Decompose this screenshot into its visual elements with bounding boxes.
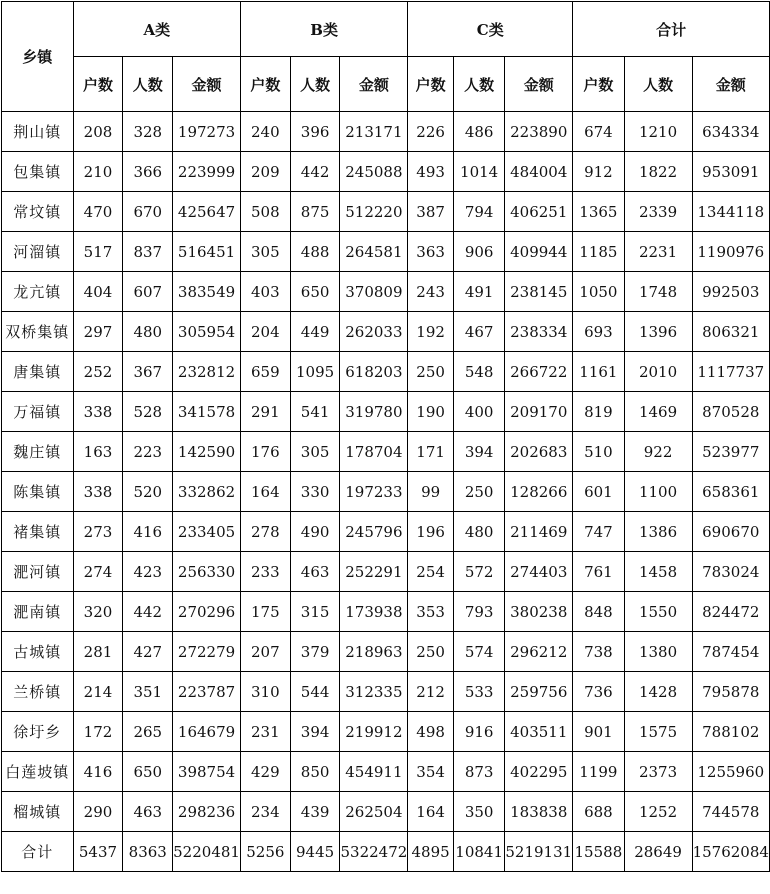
table-row [2,472,770,512]
table-cell: 439 [290,792,340,832]
table-cell: 332862 [173,472,241,512]
table-row [2,712,770,752]
table-row [2,192,770,232]
table-cell: 1458 [624,552,692,592]
table-cell: 305 [240,232,290,272]
group-header-a: A类 [73,2,240,57]
table-cell: 164679 [173,712,241,752]
table-cell: 4895 [408,832,454,872]
table-cell: 480 [123,312,173,352]
table-cell: 213171 [340,112,408,152]
town-name: 徐圩乡 [2,712,74,752]
subheader-amount: 金额 [173,57,241,112]
table-cell: 787454 [692,632,769,672]
table-cell: 320 [73,592,123,632]
table-cell: 1095 [290,352,340,392]
table-cell: 650 [123,752,173,792]
table-cell: 250 [408,632,454,672]
table-cell: 403511 [505,712,573,752]
table-cell: 1386 [624,512,692,552]
table-cell: 354 [408,752,454,792]
town-name: 魏庄镇 [2,432,74,472]
table-cell: 427 [123,632,173,672]
table-cell: 172 [73,712,123,752]
subheader-households: 户数 [240,57,290,112]
table-cell: 517 [73,232,123,272]
table-row [2,752,770,792]
table-cell: 259756 [505,672,573,712]
table-cell: 281 [73,632,123,672]
town-name: 淝南镇 [2,592,74,632]
table-cell: 379 [290,632,340,672]
table-cell: 1199 [573,752,624,792]
table-cell: 480 [453,512,504,552]
table-cell: 270296 [173,592,241,632]
table-cell: 262033 [340,312,408,352]
table-cell: 163 [73,432,123,472]
table-cell: 490 [290,512,340,552]
table-cell: 670 [123,192,173,232]
table-cell: 245796 [340,512,408,552]
table-cell: 416 [123,512,173,552]
table-cell: 350 [453,792,504,832]
table-cell: 223787 [173,672,241,712]
table-cell: 1252 [624,792,692,832]
town-name: 淝河镇 [2,552,74,592]
table-cell: 264581 [340,232,408,272]
subheader-amount: 金额 [692,57,769,112]
table-cell: 744578 [692,792,769,832]
table-cell: 171 [408,432,454,472]
table-cell: 274 [73,552,123,592]
table-cell: 2339 [624,192,692,232]
table-cell: 738 [573,632,624,672]
total-row [2,832,770,872]
table-cell: 265 [123,712,173,752]
table-cell: 398754 [173,752,241,792]
table-cell: 425647 [173,192,241,232]
table-cell: 510 [573,432,624,472]
town-name: 龙亢镇 [2,272,74,312]
table-cell: 992503 [692,272,769,312]
table-cell: 296212 [505,632,573,672]
table-cell: 310 [240,672,290,712]
table-cell: 383549 [173,272,241,312]
table-cell: 238145 [505,272,573,312]
table-cell: 470 [73,192,123,232]
table-cell: 5219131 [505,832,573,872]
table-cell: 467 [453,312,504,352]
table-cell: 850 [290,752,340,792]
table-cell: 1822 [624,152,692,192]
table-cell: 449 [290,312,340,352]
table-cell: 429 [240,752,290,792]
table-cell: 219912 [340,712,408,752]
table-cell: 618203 [340,352,408,392]
table-cell: 8363 [123,832,173,872]
subheader-amount: 金额 [340,57,408,112]
table-cell: 273 [73,512,123,552]
table-cell: 824472 [692,592,769,632]
table-cell: 400 [453,392,504,432]
table-cell: 454911 [340,752,408,792]
subheader-people: 人数 [290,57,340,112]
table-cell: 233405 [173,512,241,552]
table-cell: 254 [408,552,454,592]
table-cell: 1380 [624,632,692,672]
table-cell: 5220481 [173,832,241,872]
table-row [2,792,770,832]
table-cell: 15762084 [692,832,769,872]
table-cell: 901 [573,712,624,752]
town-name: 榴城镇 [2,792,74,832]
table-row [2,632,770,672]
table-cell: 396 [290,112,340,152]
town-name: 常坟镇 [2,192,74,232]
table-row [2,512,770,552]
table-cell: 353 [408,592,454,632]
table-cell: 916 [453,712,504,752]
subsidy-table [1,1,770,872]
total-label: 合计 [2,832,74,872]
table-cell: 272279 [173,632,241,672]
table-cell: 262504 [340,792,408,832]
table-cell: 688 [573,792,624,832]
table-cell: 1365 [573,192,624,232]
table-cell: 402295 [505,752,573,792]
subheader-households: 户数 [408,57,454,112]
table-cell: 234 [240,792,290,832]
table-cell: 601 [573,472,624,512]
table-cell: 5322472 [340,832,408,872]
table-cell: 212 [408,672,454,712]
table-cell: 1255960 [692,752,769,792]
table-cell: 207 [240,632,290,672]
table-cell: 572 [453,552,504,592]
table-cell: 544 [290,672,340,712]
table-cell: 806321 [692,312,769,352]
table-cell: 28649 [624,832,692,872]
table-cell: 297 [73,312,123,352]
table-cell: 650 [290,272,340,312]
table-row [2,592,770,632]
table-cell: 183838 [505,792,573,832]
table-cell: 693 [573,312,624,352]
table-cell: 1100 [624,472,692,512]
table-cell: 953091 [692,152,769,192]
table-cell: 463 [290,552,340,592]
table-cell: 2373 [624,752,692,792]
table-cell: 516451 [173,232,241,272]
table-cell: 520 [123,472,173,512]
table-cell: 747 [573,512,624,552]
table-cell: 338 [73,472,123,512]
table-cell: 5437 [73,832,123,872]
town-name: 包集镇 [2,152,74,192]
table-cell: 197273 [173,112,241,152]
table-cell: 192 [408,312,454,352]
table-cell: 218963 [340,632,408,672]
town-name: 河溜镇 [2,232,74,272]
subheader-people: 人数 [624,57,692,112]
table-cell: 298236 [173,792,241,832]
table-cell: 1117737 [692,352,769,392]
table-cell: 491 [453,272,504,312]
corner-header: 乡镇 [2,2,74,112]
table-cell: 574 [453,632,504,672]
table-cell: 1550 [624,592,692,632]
town-name: 白莲坡镇 [2,752,74,792]
table-cell: 870528 [692,392,769,432]
table-cell: 1161 [573,352,624,392]
table-cell: 404 [73,272,123,312]
table-cell: 906 [453,232,504,272]
table-cell: 173938 [340,592,408,632]
table-cell: 370809 [340,272,408,312]
table-cell: 10841 [453,832,504,872]
table-cell: 607 [123,272,173,312]
table-cell: 305 [290,432,340,472]
table-cell: 1344118 [692,192,769,232]
table-cell: 190 [408,392,454,432]
table-cell: 423 [123,552,173,592]
table-cell: 233 [240,552,290,592]
table-cell: 1396 [624,312,692,352]
table-cell: 238334 [505,312,573,352]
table-cell: 523977 [692,432,769,472]
table-row [2,152,770,192]
table-cell: 659 [240,352,290,392]
table-cell: 416 [73,752,123,792]
table-row [2,352,770,392]
table-cell: 290 [73,792,123,832]
table-row [2,432,770,472]
table-cell: 674 [573,112,624,152]
table-cell: 223 [123,432,173,472]
table-cell: 1014 [453,152,504,192]
table-cell: 512220 [340,192,408,232]
table-cell: 319780 [340,392,408,432]
table-cell: 394 [453,432,504,472]
table-cell: 256330 [173,552,241,592]
table-cell: 873 [453,752,504,792]
subheader-people: 人数 [453,57,504,112]
table-cell: 245088 [340,152,408,192]
table-cell: 128266 [505,472,573,512]
table-cell: 795878 [692,672,769,712]
table-cell: 291 [240,392,290,432]
table-cell: 493 [408,152,454,192]
table-cell: 231 [240,712,290,752]
table-cell: 875 [290,192,340,232]
subheader-households: 户数 [73,57,123,112]
table-cell: 793 [453,592,504,632]
table-cell: 409944 [505,232,573,272]
table-cell: 328 [123,112,173,152]
table-cell: 498 [408,712,454,752]
table-cell: 99 [408,472,454,512]
town-name: 唐集镇 [2,352,74,392]
subheader-people: 人数 [123,57,173,112]
table-cell: 196 [408,512,454,552]
table-cell: 1748 [624,272,692,312]
table-cell: 202683 [505,432,573,472]
table-cell: 315 [290,592,340,632]
table-cell: 211469 [505,512,573,552]
table-cell: 223999 [173,152,241,192]
table-cell: 848 [573,592,624,632]
table-cell: 533 [453,672,504,712]
table-cell: 232812 [173,352,241,392]
table-row [2,272,770,312]
town-name: 兰桥镇 [2,672,74,712]
table-cell: 15588 [573,832,624,872]
table-cell: 406251 [505,192,573,232]
group-header-total: 合计 [573,2,770,57]
town-name: 陈集镇 [2,472,74,512]
table-cell: 274403 [505,552,573,592]
table-cell: 338 [73,392,123,432]
table-cell: 252291 [340,552,408,592]
table-cell: 548 [453,352,504,392]
table-cell: 164 [240,472,290,512]
table-cell: 403 [240,272,290,312]
table-cell: 250 [453,472,504,512]
table-cell: 1190976 [692,232,769,272]
table-cell: 2010 [624,352,692,392]
table-cell: 142590 [173,432,241,472]
table-cell: 214 [73,672,123,712]
table-cell: 783024 [692,552,769,592]
table-cell: 266722 [505,352,573,392]
table-row [2,672,770,712]
subheader-households: 户数 [573,57,624,112]
table-cell: 912 [573,152,624,192]
table-cell: 226 [408,112,454,152]
table-cell: 341578 [173,392,241,432]
table-cell: 1469 [624,392,692,432]
table-cell: 658361 [692,472,769,512]
table-cell: 9445 [290,832,340,872]
group-header-c: C类 [408,2,573,57]
group-header-b: B类 [240,2,407,57]
table-cell: 541 [290,392,340,432]
table-cell: 363 [408,232,454,272]
table-cell: 351 [123,672,173,712]
table-row [2,552,770,592]
table-cell: 1210 [624,112,692,152]
table-cell: 528 [123,392,173,432]
table-cell: 178704 [340,432,408,472]
table-cell: 209 [240,152,290,192]
table-cell: 2231 [624,232,692,272]
table-cell: 486 [453,112,504,152]
table-cell: 330 [290,472,340,512]
table-cell: 243 [408,272,454,312]
table-cell: 278 [240,512,290,552]
table-cell: 1050 [573,272,624,312]
table-cell: 223890 [505,112,573,152]
table-cell: 305954 [173,312,241,352]
table-cell: 367 [123,352,173,392]
table-cell: 210 [73,152,123,192]
table-cell: 442 [290,152,340,192]
table-cell: 387 [408,192,454,232]
table-cell: 197233 [340,472,408,512]
table-cell: 634334 [692,112,769,152]
table-cell: 837 [123,232,173,272]
table-cell: 240 [240,112,290,152]
table-cell: 1428 [624,672,692,712]
table-row [2,112,770,152]
table-cell: 736 [573,672,624,712]
table-cell: 508 [240,192,290,232]
table-cell: 922 [624,432,692,472]
table-cell: 164 [408,792,454,832]
table-cell: 252 [73,352,123,392]
table-cell: 442 [123,592,173,632]
table-row [2,392,770,432]
table-cell: 1575 [624,712,692,752]
table-body [2,112,770,872]
table-cell: 788102 [692,712,769,752]
table-cell: 1185 [573,232,624,272]
town-name: 荆山镇 [2,112,74,152]
table-cell: 488 [290,232,340,272]
table-cell: 484004 [505,152,573,192]
table-cell: 175 [240,592,290,632]
table-cell: 380238 [505,592,573,632]
table-cell: 250 [408,352,454,392]
table-row [2,232,770,272]
table-cell: 209170 [505,392,573,432]
table-row [2,312,770,352]
town-name: 古城镇 [2,632,74,672]
table-cell: 761 [573,552,624,592]
table-cell: 204 [240,312,290,352]
table-cell: 463 [123,792,173,832]
town-name: 褚集镇 [2,512,74,552]
table-cell: 312335 [340,672,408,712]
table-cell: 794 [453,192,504,232]
table-cell: 366 [123,152,173,192]
table-cell: 5256 [240,832,290,872]
table-cell: 394 [290,712,340,752]
table-cell: 819 [573,392,624,432]
table-cell: 176 [240,432,290,472]
subheader-amount: 金额 [505,57,573,112]
table-cell: 208 [73,112,123,152]
table-cell: 690670 [692,512,769,552]
town-name: 双桥集镇 [2,312,74,352]
town-name: 万福镇 [2,392,74,432]
